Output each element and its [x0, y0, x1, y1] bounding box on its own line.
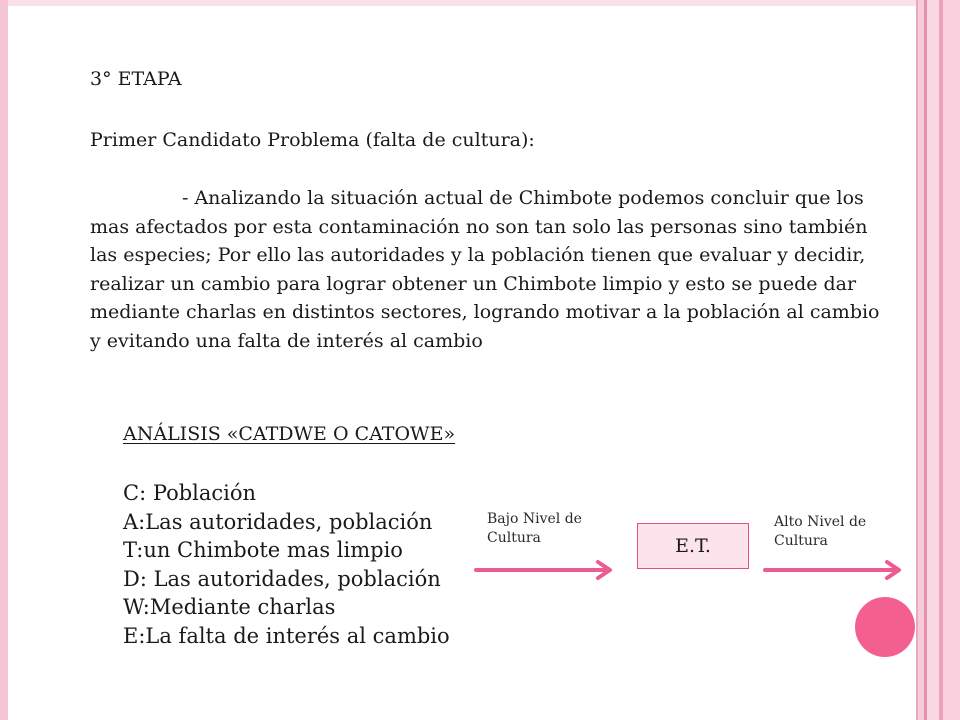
output-label: Alto Nivel de Cultura [774, 514, 867, 549]
input-arrow-icon [474, 558, 614, 582]
output-arrow-icon [763, 558, 903, 582]
decorative-circle-icon [855, 597, 915, 657]
paragraph-text: - Analizando la situación actual de Chimbote podemos concluir que los mas afectados por esta contaminación no son tan solo las personas sino también las especies; Por ello las autoridades y la población tienen que evaluar y decidir, realizar un cambio para lograr obtener un Chimbote limpio y esto se puede dar mediante charlas en distintos sectores, logrando motivar a la población al cambio y evitando una falta de interés al cambio [90, 187, 880, 352]
catwoe-item-a: A:Las autoridades, población [123, 509, 433, 534]
catwoe-item-t: T:un Chimbote mas limpio [123, 538, 403, 563]
candidate-title: Primer Candidato Problema (falta de cultura): [90, 129, 535, 151]
catwoe-item-c: C: Población [123, 481, 257, 505]
input-label: Bajo Nivel de Cultura [487, 511, 582, 546]
catwoe-item-d: D: Las autoridades, población [123, 566, 441, 591]
right-stripe-decoration [916, 0, 960, 720]
stage-title: 3° ETAPA [90, 68, 182, 90]
transformation-label: E.T. [675, 535, 711, 557]
top-border-decoration [0, 0, 960, 6]
analysis-paragraph [90, 184, 890, 355]
catwoe-list [123, 479, 450, 651]
transformation-box [637, 523, 749, 569]
catwoe-title: ANÁLISIS «CATDWE O CATOWE» [123, 423, 456, 445]
catwoe-item-e: E:La falta de interés al cambio [123, 623, 450, 648]
catwoe-item-w: W:Mediante charlas [123, 595, 336, 620]
left-border-decoration [0, 0, 8, 720]
